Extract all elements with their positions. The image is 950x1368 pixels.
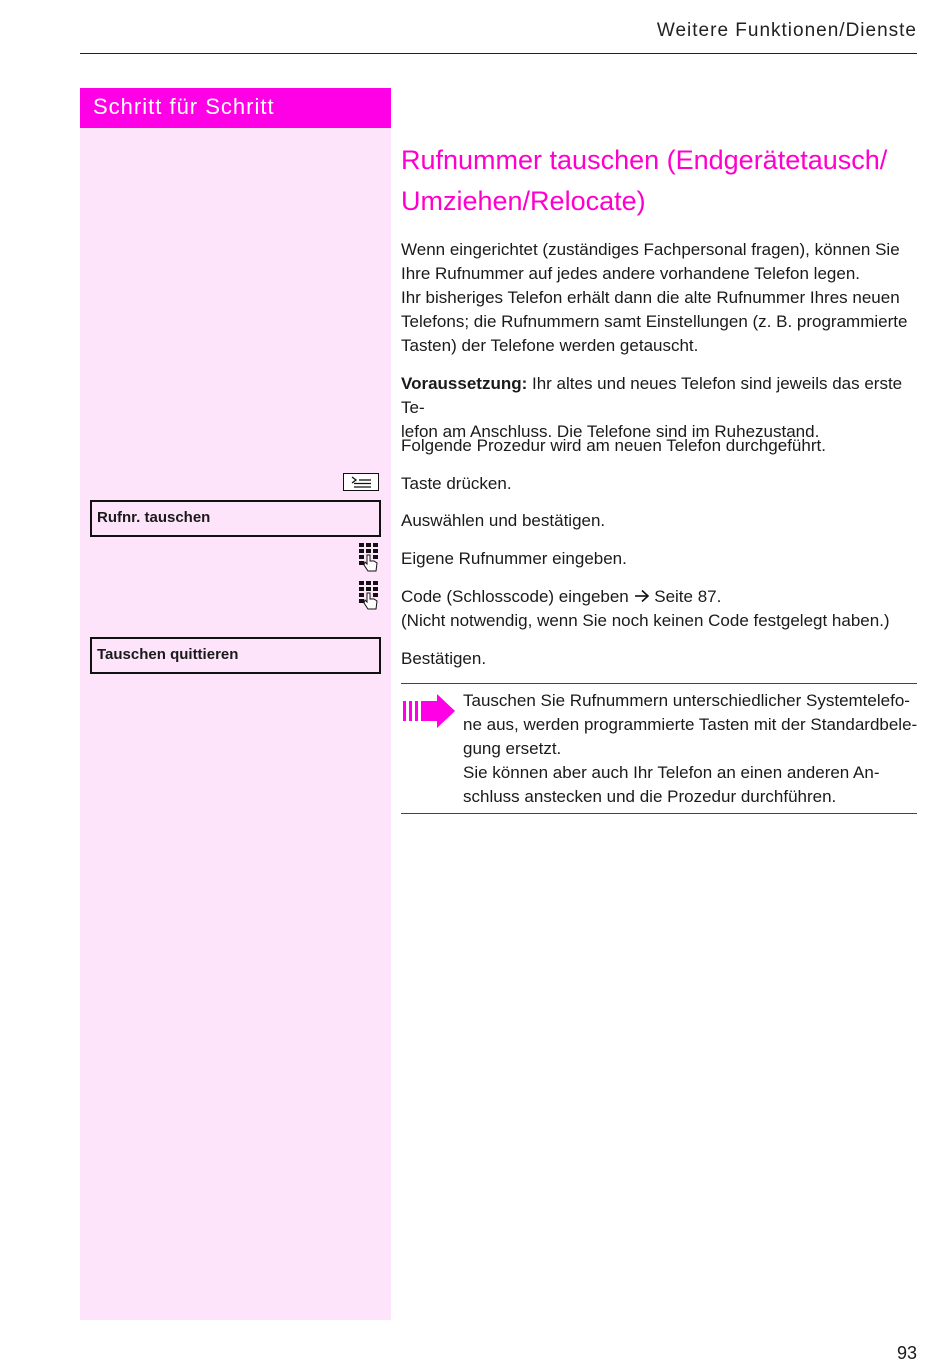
- sidebar: [80, 88, 391, 1320]
- header-rule: [80, 53, 917, 54]
- text-line: Wenn eingerichtet (zuständiges Fachpersonal fragen), können Sie: [401, 240, 900, 259]
- step-text: Taste drücken.: [401, 474, 512, 493]
- text-line: lefon am Anschluss. Die Telefone sind im Ruhezustand.: [401, 422, 820, 441]
- note-top-rule: [401, 683, 917, 684]
- title-line: Rufnummer tauschen (Endgerätetausch/: [401, 145, 888, 175]
- text-line: Ihr bisheriges Telefon erhält dann die alte Rufnummer Ihres neuen: [401, 288, 900, 307]
- page-header-title: Weitere Funktionen/Dienste: [656, 20, 917, 41]
- text-line: Tasten) der Telefone werden getauscht.: [401, 336, 699, 355]
- note-arrow-icon: [401, 693, 457, 734]
- text-line: gung ersetzt.: [463, 739, 562, 758]
- text-line: Sie können aber auch Ihr Telefon an einen anderen An-: [463, 763, 880, 782]
- text-line: schluss anstecken und die Prozedur durchführen.: [463, 787, 837, 806]
- text-line: Ihre Rufnummer auf jedes andere vorhandene Telefon legen.: [401, 264, 860, 283]
- step-text: Code (Schlosscode) eingeben: [401, 587, 629, 606]
- text-line: Ihr altes und neues Telefon sind jeweils das erste Te-: [401, 374, 903, 417]
- procedure-text: Folgende Prozedur wird am neuen Telefon durchgeführt.: [401, 436, 826, 455]
- step-text: Auswählen und bestätigen.: [401, 511, 606, 530]
- title-line: Umziehen/Relocate): [401, 186, 646, 216]
- prerequisite-label: Voraussetzung:: [401, 374, 528, 393]
- page-title: [401, 140, 921, 222]
- display-option-rufnr-tauschen[interactable]: Rufnr. tauschen: [90, 500, 381, 537]
- text-line: Telefons; die Rufnummern samt Einstellungen (z. B. programmierte: [401, 312, 908, 331]
- arrow-right-icon: [634, 589, 650, 603]
- text-line: Tauschen Sie Rufnummern unterschiedlicher Systemtelefo-: [463, 691, 910, 710]
- page-number: 93: [896, 1343, 917, 1363]
- text-line: ne aus, werden programmierte Tasten mit der Standardbele-: [463, 715, 918, 734]
- step-text: Eigene Rufnummer eingeben.: [401, 549, 627, 568]
- step-text: Bestätigen.: [401, 649, 487, 668]
- keypad-icon: [358, 580, 380, 615]
- intro-paragraph: [401, 238, 921, 358]
- note-bottom-rule: [401, 813, 917, 814]
- display-option-tauschen-quittieren[interactable]: Tauschen quittieren: [90, 637, 381, 674]
- sidebar-title: Schritt für Schritt: [80, 88, 391, 128]
- step-code: [401, 585, 921, 633]
- page-reference-link[interactable]: Seite 87.: [654, 587, 722, 606]
- note-text: [463, 689, 921, 809]
- text-line: (Nicht notwendig, wenn Sie noch keinen Code festgelegt haben.): [401, 611, 890, 630]
- keypad-icon: [358, 542, 380, 577]
- menu-key-icon: [343, 473, 379, 496]
